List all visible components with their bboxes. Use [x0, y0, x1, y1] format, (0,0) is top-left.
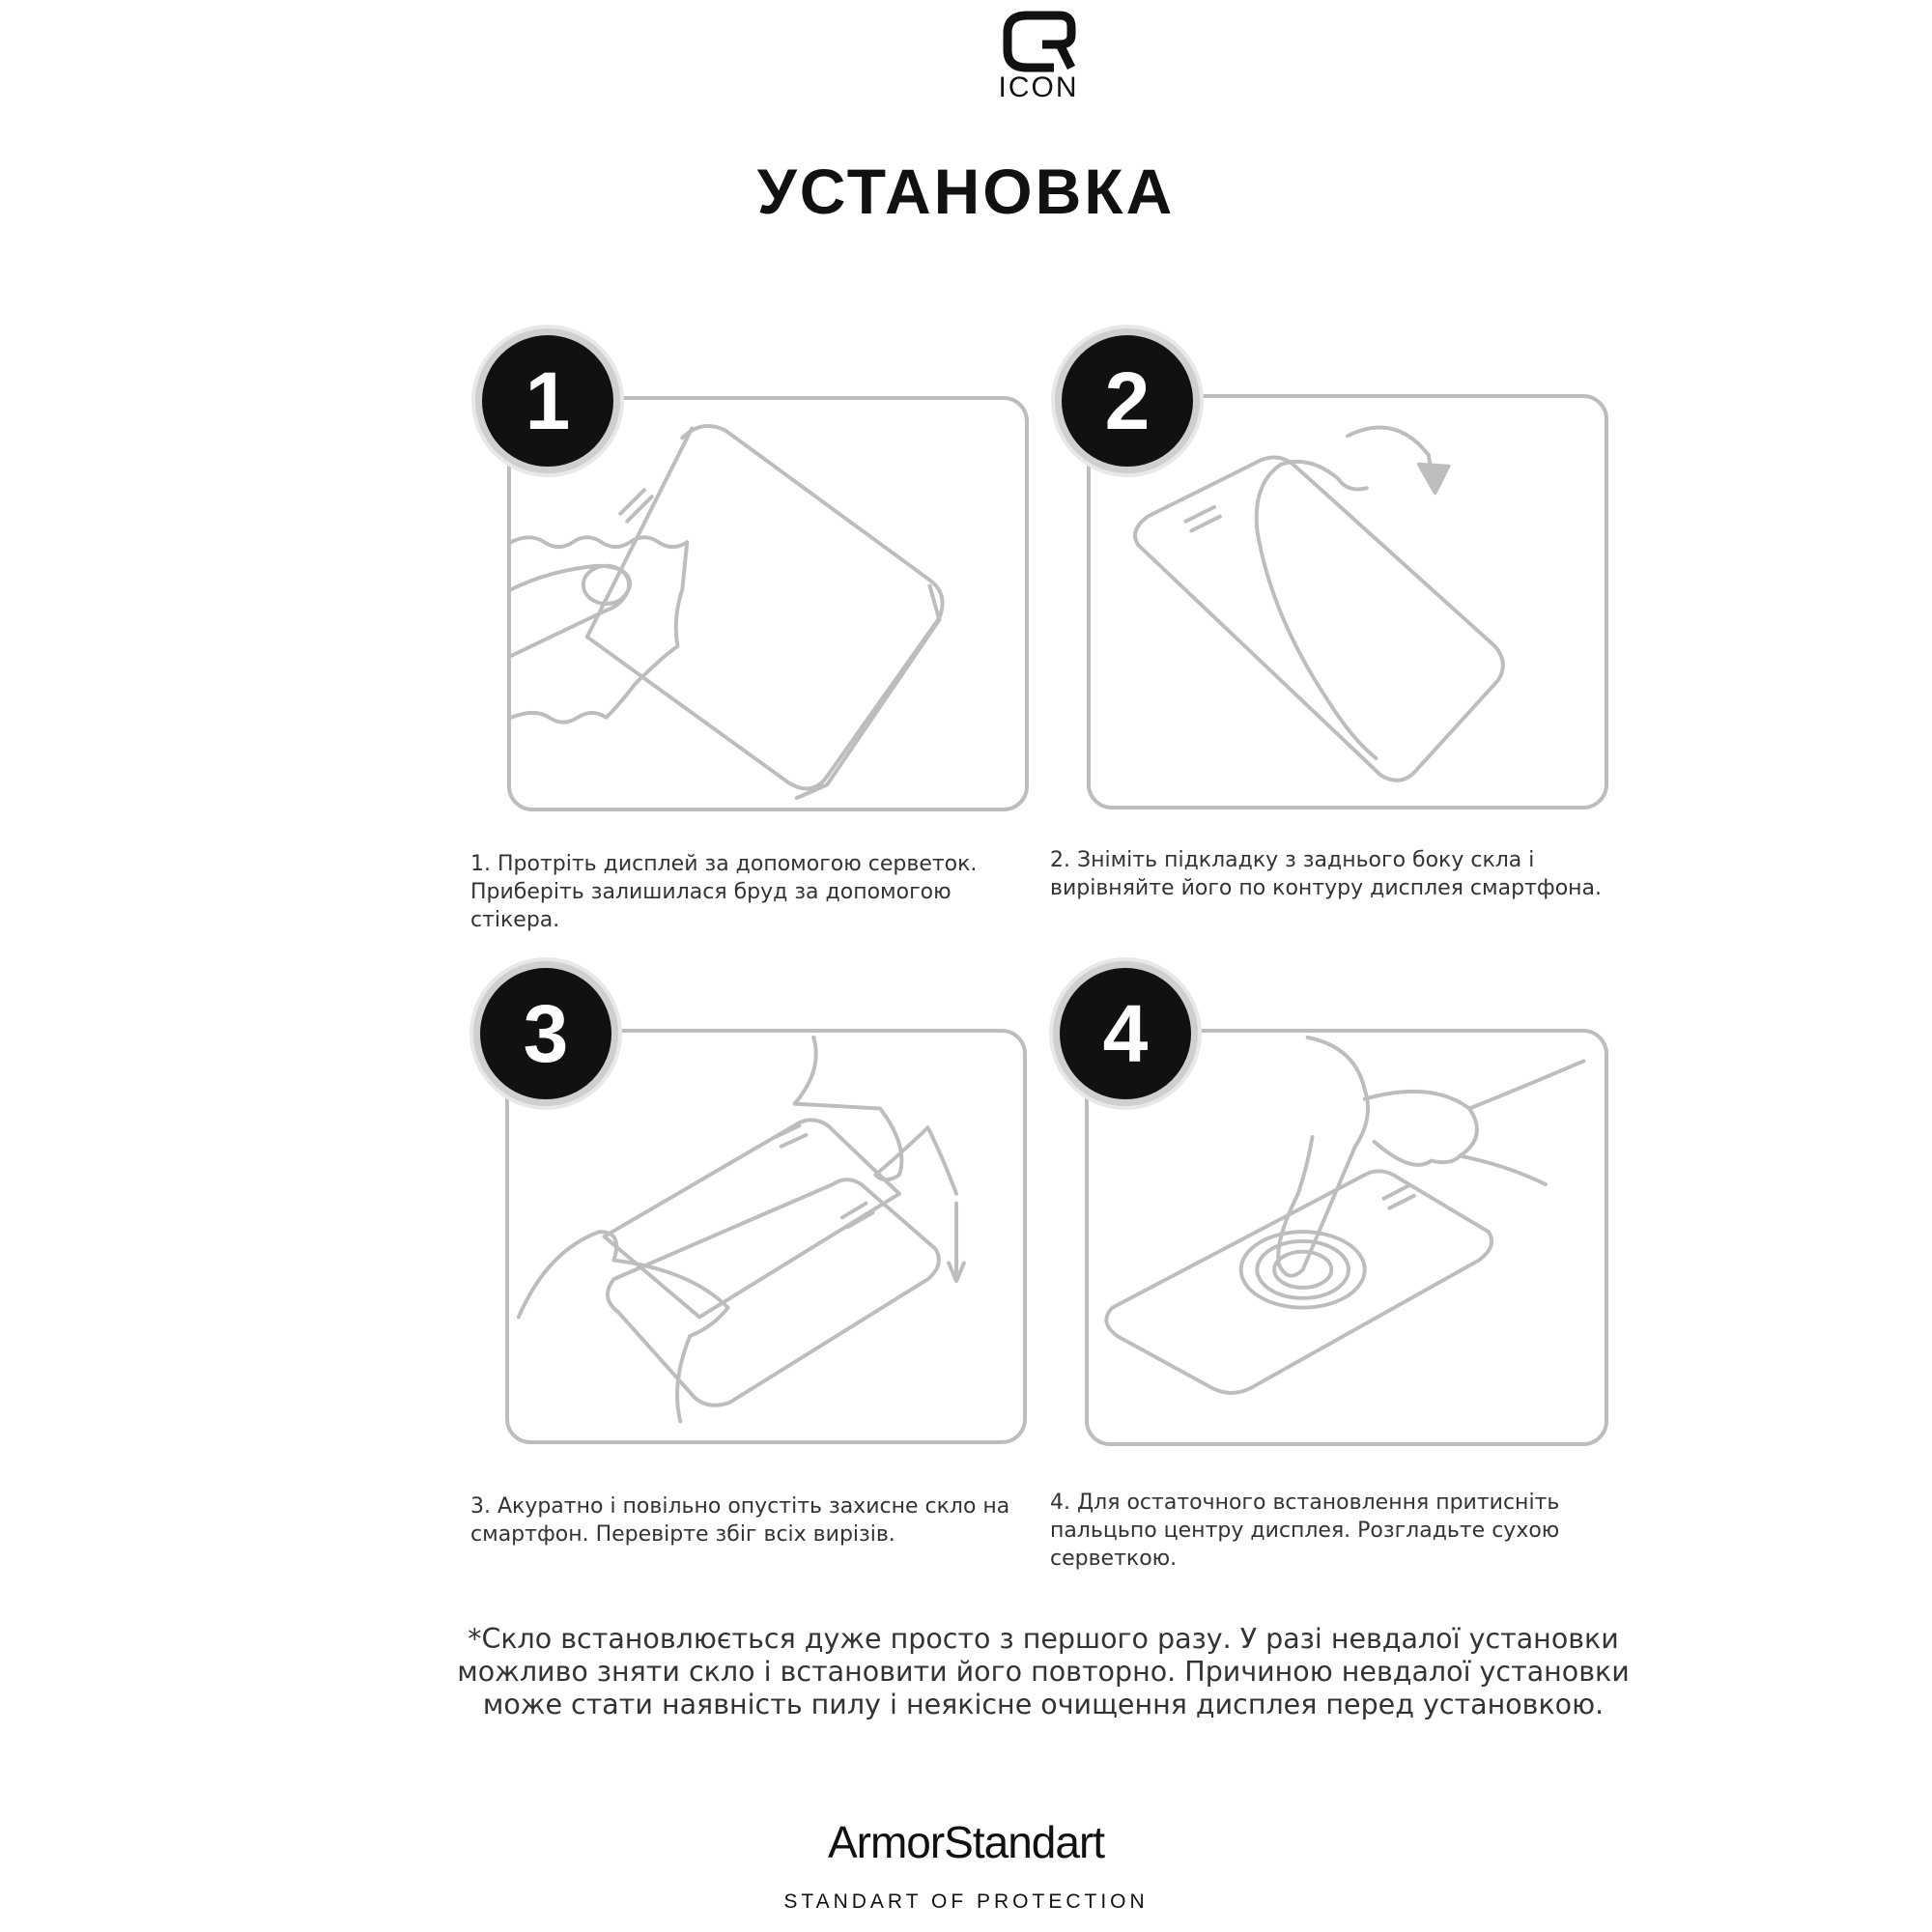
step-2-badge: 2 — [1055, 328, 1200, 473]
step-4-text: 4. Для остаточного встановлення притисніть пальцьпо центру дисплея. Розгладьте сухою серветкою. — [1050, 1491, 1560, 1571]
step-3-badge: 3 — [473, 961, 618, 1106]
step-3-text: 3. Акуратно і повільно опустіть захисне скло на смартфон. Перевірте збіг всіх вирізів. — [470, 1494, 1010, 1547]
step-3-illustration — [509, 1033, 1023, 1440]
page-title: УСТАНОВКА — [756, 156, 1176, 227]
logo-text: ICON — [998, 71, 1079, 103]
installation-note: *Скло встановлюється дуже просто з першого разу. У разі невдалої установки можливо зняти скло і встановити його повторно. Причиною невдалої установки може стати наявність пилу і неякісне очищення дисплея перед установкою. — [457, 1623, 1630, 1720]
step-4-illustration — [1089, 1033, 1605, 1442]
step-2-text: 2. Зніміть підкладку з заднього боку скла і вирівняйте його по контуру дисплея смартфона. — [1050, 848, 1603, 900]
brand-name: ArmorStandart — [827, 1817, 1105, 1867]
step-1-illustration — [511, 400, 1025, 808]
brand-tagline: STANDART OF PROTECTION — [783, 1890, 1149, 1913]
step-4-badge: 4 — [1053, 961, 1198, 1106]
brand-logo — [995, 10, 1082, 106]
step-1-text: 1. Протріть дисплей за допомогою серветок. Приберіть залишилася бруд за допомогою стікера. — [470, 852, 978, 932]
icon-logo-mark — [1000, 10, 1077, 73]
step-1-badge: 1 — [475, 328, 620, 473]
